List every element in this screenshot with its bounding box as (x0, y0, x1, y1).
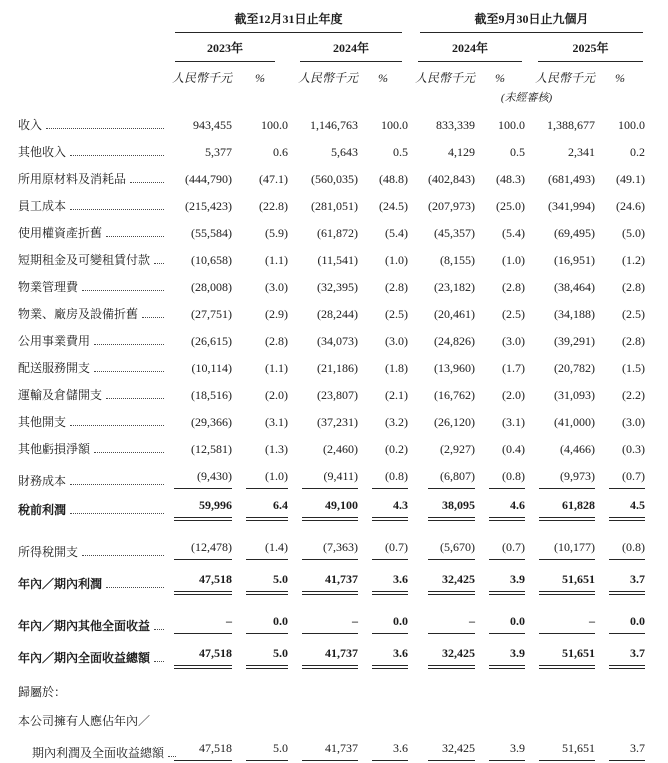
value-cell: (16,951) (554, 253, 596, 267)
value-cell: (681,493) (548, 172, 596, 186)
table-row (18, 489, 645, 523)
value-cell: (12,581) (191, 442, 232, 456)
value-cell: 3.9 (489, 646, 525, 666)
income-statement-table (18, 8, 645, 763)
value-cell: 2,341 (568, 145, 596, 159)
value-cell: (9,411) (302, 469, 358, 489)
value-cell: 32,425 (428, 741, 475, 761)
value-cell: (34,188) (554, 307, 596, 321)
table-row (18, 133, 645, 160)
value-cell: 3.9 (489, 741, 525, 761)
leader-dots (70, 155, 164, 156)
row-label: 公用事業費用 (18, 334, 91, 348)
table-row (18, 187, 645, 214)
leader-dots (46, 128, 164, 129)
value-cell: (47.1) (259, 172, 288, 186)
value-cell: (0.4) (502, 442, 526, 456)
leader-dots (130, 182, 164, 183)
value-cell: 5.0 (246, 572, 288, 592)
value-cell: – (302, 614, 358, 634)
value-cell: (23,807) (317, 388, 358, 402)
value-cell: 6.4 (246, 498, 288, 518)
leader-dots (94, 344, 164, 345)
value-cell: (3.0) (385, 334, 409, 348)
row-label: 配送服務開支 (18, 361, 91, 375)
percent-header: % (495, 71, 506, 85)
value-cell: (37,231) (317, 415, 358, 429)
table-row (18, 295, 645, 322)
unit-header: 人民幣千元 (415, 71, 476, 85)
value-cell: 3.9 (489, 572, 525, 592)
unit-header-row (18, 62, 645, 86)
row-label: 物業管理費 (18, 280, 79, 294)
value-cell: (0.7) (609, 469, 645, 489)
value-cell: (1.0) (502, 253, 526, 267)
percent-header: % (378, 71, 388, 85)
value-cell: 49,100 (302, 498, 358, 518)
value-cell: (2.1) (385, 388, 409, 402)
value-cell: (26,120) (434, 415, 476, 429)
row-label: 運輸及倉儲開支 (18, 388, 103, 402)
value-cell: 0.2 (630, 145, 646, 159)
value-cell: (10,177) (539, 540, 595, 560)
value-cell: (1.1) (265, 253, 288, 267)
value-cell: 3.7 (609, 741, 645, 761)
value-cell: (27,751) (191, 307, 232, 321)
leader-dots (106, 398, 164, 399)
row-label: 收入 (18, 118, 43, 132)
value-cell: 5.0 (246, 741, 288, 761)
table-row (18, 457, 645, 489)
value-cell: (25.0) (496, 199, 526, 213)
year-label-2024: 2024年 (300, 41, 402, 62)
value-cell: 47,518 (174, 646, 232, 666)
value-cell: (55,584) (191, 226, 232, 240)
value-cell: (281,051) (311, 199, 358, 213)
table-row (18, 322, 645, 349)
table-row (18, 214, 645, 241)
value-cell: 4.3 (372, 498, 408, 518)
table-row (18, 634, 645, 671)
value-cell: (2.8) (622, 334, 646, 348)
value-cell: (28,008) (191, 280, 232, 294)
leader-dots (106, 587, 164, 588)
value-cell: (3.1) (502, 415, 526, 429)
value-cell: (45,357) (434, 226, 476, 240)
row-label: 使用權資產折舊 (18, 226, 103, 240)
value-cell: (5.9) (265, 226, 288, 240)
value-cell: 943,455 (193, 118, 232, 132)
unaudited-note: (未經審核) (500, 92, 553, 104)
value-cell: (31,093) (554, 388, 596, 402)
value-cell: (34,073) (317, 334, 358, 348)
value-cell: 0.6 (273, 145, 288, 159)
unit-header: 人民幣千元 (535, 71, 596, 85)
leader-dots (70, 209, 164, 210)
value-cell: 100.0 (261, 118, 288, 132)
value-cell: (2.0) (265, 388, 288, 402)
value-cell: 59,996 (174, 498, 232, 518)
value-cell: (38,464) (554, 280, 596, 294)
row-label: 所得稅開支 (18, 545, 79, 559)
value-cell: (0.7) (489, 540, 525, 560)
value-cell: 41,737 (302, 572, 358, 592)
value-cell: (0.2) (385, 442, 409, 456)
row-label: 物業、廠房及設備折舊 (18, 307, 139, 321)
leader-dots (94, 452, 164, 453)
percent-header: % (255, 71, 265, 85)
value-cell: (3.0) (502, 334, 526, 348)
value-cell: (24,826) (434, 334, 476, 348)
value-cell: 100.0 (381, 118, 409, 132)
value-cell: 32,425 (428, 572, 475, 592)
value-cell: (1.0) (246, 469, 288, 489)
value-cell: – (539, 614, 595, 634)
value-cell: 0.5 (393, 145, 409, 159)
value-cell: (2.8) (265, 334, 288, 348)
value-cell: (48.8) (379, 172, 409, 186)
row-label: 年內／期內其他全面收益 (18, 619, 151, 633)
value-cell: (24.6) (616, 199, 646, 213)
table-row (18, 160, 645, 187)
unit-header: 人民幣千元 (171, 71, 232, 85)
leader-dots (106, 236, 164, 237)
table-body (18, 106, 645, 763)
leader-dots (94, 371, 164, 372)
value-cell: (0.8) (609, 540, 645, 560)
value-cell: – (428, 614, 475, 634)
value-cell: (24.5) (379, 199, 409, 213)
value-cell: (7,363) (302, 540, 358, 560)
value-cell: (5.4) (502, 226, 526, 240)
value-cell: (1.1) (265, 361, 288, 375)
value-cell: (22.8) (259, 199, 288, 213)
value-cell: (0.8) (372, 469, 408, 489)
value-cell: 61,828 (539, 498, 595, 518)
value-cell: (21,186) (317, 361, 358, 375)
value-cell: 3.7 (609, 646, 645, 666)
section-title-annual: 截至12月31日止年度 (175, 12, 402, 33)
value-cell: 0.0 (489, 614, 525, 634)
value-cell: 5,377 (205, 145, 232, 159)
value-cell: 0.0 (246, 614, 288, 634)
unaudited-note-row (18, 86, 645, 106)
value-cell: (10,658) (191, 253, 232, 267)
value-cell: 833,339 (436, 118, 476, 132)
leader-dots (142, 317, 164, 318)
value-cell: (10,114) (191, 361, 232, 375)
row-label: 本公司擁有人應佔年內／ (18, 714, 151, 728)
value-cell: (39,291) (554, 334, 596, 348)
row-label: 年內／期內全面收益總額 (18, 651, 151, 665)
value-cell: (20,461) (434, 307, 476, 321)
value-cell: 0.0 (372, 614, 408, 634)
value-cell: (29,366) (191, 415, 232, 429)
value-cell: (5.0) (622, 226, 646, 240)
value-cell: (26,615) (191, 334, 232, 348)
value-cell: (560,035) (311, 172, 358, 186)
value-cell: 100.0 (618, 118, 646, 132)
leader-dots (70, 513, 164, 514)
table-row (18, 560, 645, 597)
value-cell: (1.2) (622, 253, 646, 267)
value-cell: 38,095 (428, 498, 475, 518)
value-cell: (2,927) (440, 442, 476, 456)
value-cell: (6,807) (428, 469, 475, 489)
value-cell: (3.1) (265, 415, 288, 429)
value-cell: (1.0) (385, 253, 409, 267)
value-cell: 47,518 (174, 572, 232, 592)
value-cell: (2.8) (385, 280, 409, 294)
value-cell: (4,466) (560, 442, 596, 456)
year-header-row (18, 33, 645, 62)
table-row (18, 349, 645, 376)
value-cell: 51,651 (539, 646, 595, 666)
value-cell: 47,518 (174, 741, 232, 761)
value-cell: (341,994) (548, 199, 596, 213)
value-cell: 4.5 (609, 498, 645, 518)
leader-dots (70, 484, 164, 485)
value-cell: (2.8) (502, 280, 526, 294)
value-cell: 3.6 (372, 741, 408, 761)
value-cell: (2.8) (622, 280, 646, 294)
value-cell: (2,460) (323, 442, 358, 456)
value-cell: 32,425 (428, 646, 475, 666)
row-label: 稅前利潤 (18, 503, 67, 517)
value-cell: (1.3) (265, 442, 288, 456)
value-cell: (207,973) (428, 199, 476, 213)
value-cell: (28,244) (317, 307, 358, 321)
row-label: 其他開支 (18, 415, 67, 429)
leader-dots (154, 661, 164, 662)
table-row (18, 430, 645, 457)
value-cell: (2.0) (502, 388, 526, 402)
value-cell: (3.2) (385, 415, 409, 429)
table-row (18, 241, 645, 268)
section-header-row (18, 8, 645, 33)
value-cell: (20,782) (554, 361, 596, 375)
value-cell: (41,000) (554, 415, 596, 429)
table-row (18, 597, 645, 634)
row-label: 期內利潤及全面收益總額 (32, 746, 165, 760)
value-cell: 100.0 (498, 118, 526, 132)
value-cell: 41,737 (302, 741, 358, 761)
row-label: 所用原材料及消耗品 (18, 172, 127, 186)
value-cell: 4,129 (448, 145, 476, 159)
table-row (18, 268, 645, 295)
value-cell: 3.6 (372, 646, 408, 666)
leader-dots (154, 629, 164, 630)
row-label: 其他虧損淨額 (18, 442, 91, 456)
value-cell: 41,737 (302, 646, 358, 666)
row-label: 年內／期內利潤 (18, 577, 103, 591)
year-label-2024-interim: 2024年 (418, 41, 522, 62)
table-row (18, 700, 645, 729)
row-label: 歸屬於： (18, 685, 67, 699)
table-row (18, 376, 645, 403)
value-cell: (69,495) (554, 226, 596, 240)
value-cell: (5.4) (385, 226, 409, 240)
value-cell: (9,430) (174, 469, 232, 489)
value-cell: (444,790) (185, 172, 232, 186)
section-title-nine-months: 截至9月30日止九個月 (420, 12, 643, 33)
value-cell: (61,872) (317, 226, 358, 240)
value-cell: 1,146,763 (310, 118, 358, 132)
value-cell: – (174, 614, 232, 634)
leader-dots (82, 555, 164, 556)
year-label-2025-interim: 2025年 (538, 41, 643, 62)
leader-dots (70, 425, 164, 426)
value-cell: (402,843) (428, 172, 476, 186)
table-row (18, 106, 645, 133)
value-cell: (32,395) (317, 280, 358, 294)
row-label: 財務成本 (18, 474, 67, 488)
value-cell: 0.0 (609, 614, 645, 634)
percent-header: % (615, 71, 626, 85)
value-cell: (3.0) (622, 415, 646, 429)
value-cell: (23,182) (434, 280, 476, 294)
value-cell: 3.7 (609, 572, 645, 592)
table-row (18, 729, 645, 763)
value-cell: 0.5 (510, 145, 526, 159)
table-header (18, 8, 645, 106)
value-cell: (1.4) (246, 540, 288, 560)
value-cell: (0.7) (372, 540, 408, 560)
value-cell: (13,960) (434, 361, 476, 375)
row-label: 短期租金及可變租賃付款 (18, 253, 151, 267)
leader-dots (82, 290, 164, 291)
value-cell: (8,155) (440, 253, 476, 267)
value-cell: (2.5) (502, 307, 526, 321)
unit-header: 人民幣千元 (297, 71, 358, 85)
year-label-2023: 2023年 (175, 41, 275, 62)
value-cell: (49.1) (616, 172, 646, 186)
value-cell: 51,651 (539, 741, 595, 761)
value-cell: (2.5) (622, 307, 646, 321)
value-cell: (215,423) (185, 199, 232, 213)
value-cell: 5.0 (246, 646, 288, 666)
value-cell: (1.8) (385, 361, 409, 375)
row-label: 員工成本 (18, 199, 67, 213)
value-cell: (18,516) (191, 388, 232, 402)
value-cell: (0.8) (489, 469, 525, 489)
row-label: 其他收入 (18, 145, 67, 159)
value-cell: 51,651 (539, 572, 595, 592)
value-cell: 1,388,677 (547, 118, 596, 132)
value-cell: (1.7) (502, 361, 526, 375)
value-cell: (2.2) (622, 388, 646, 402)
value-cell: (12,478) (174, 540, 232, 560)
value-cell: (11,541) (317, 253, 358, 267)
value-cell: (5,670) (428, 540, 475, 560)
table-row (18, 523, 645, 560)
value-cell: 4.6 (489, 498, 525, 518)
value-cell: (9,973) (539, 469, 595, 489)
value-cell: 5,643 (331, 145, 358, 159)
value-cell: 3.6 (372, 572, 408, 592)
value-cell: (3.0) (265, 280, 288, 294)
table-row (18, 671, 645, 700)
value-cell: (2.9) (265, 307, 288, 321)
value-cell: (0.3) (622, 442, 646, 456)
value-cell: (1.5) (622, 361, 646, 375)
leader-dots (154, 263, 164, 264)
value-cell: (16,762) (434, 388, 476, 402)
value-cell: (48.3) (496, 172, 526, 186)
table-row (18, 403, 645, 430)
value-cell: (2.5) (385, 307, 409, 321)
